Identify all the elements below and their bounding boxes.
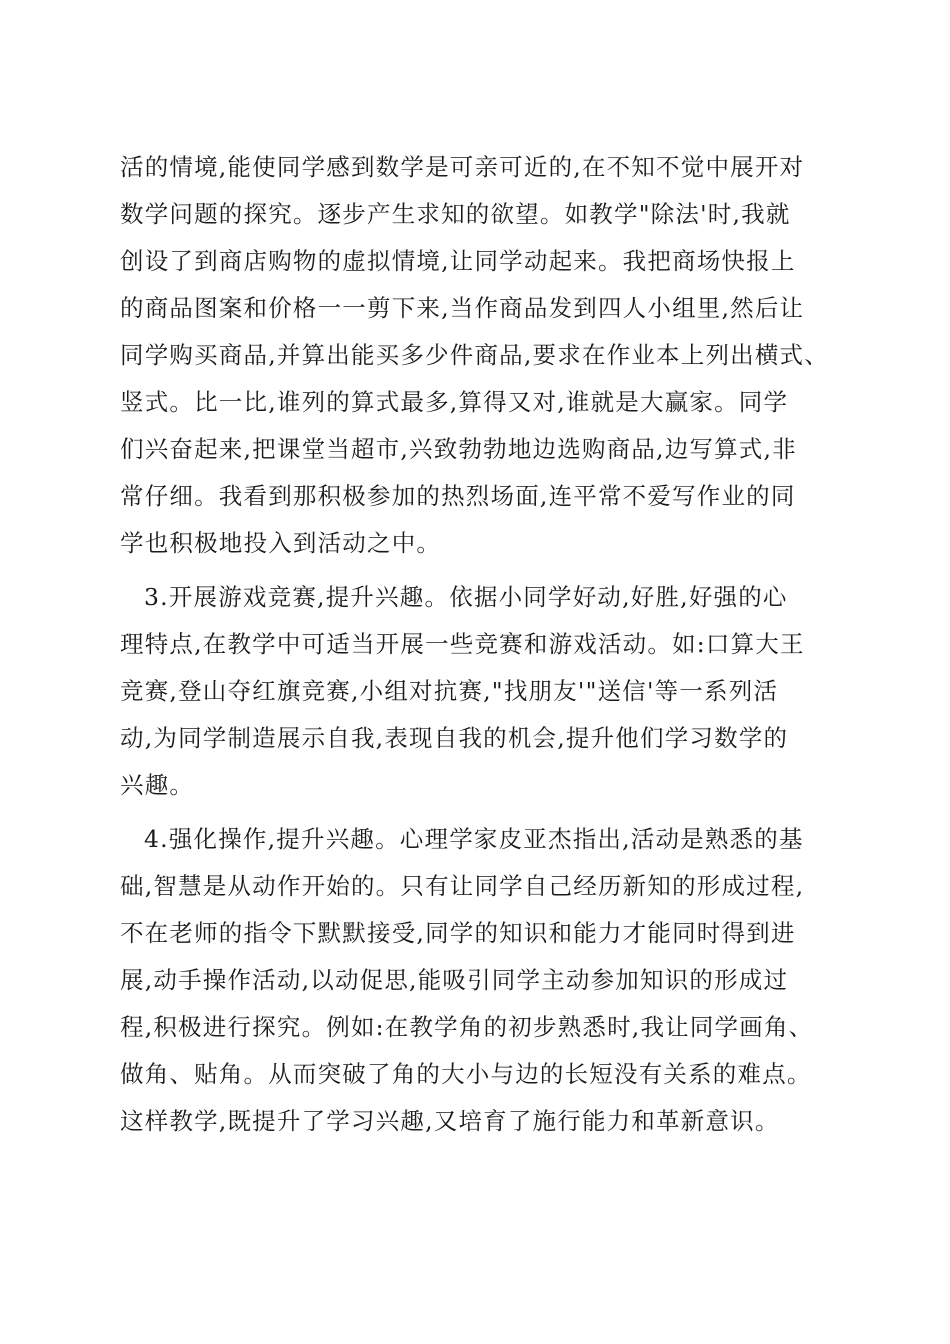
text-line: 数学问题的探究。逐步产生求知的欲望。如教学"除法'时,我就 [120, 200, 791, 228]
paragraph-4-first-line: 4.强化操作,提升兴趣。心理学家皮亚杰指出,活动是熟悉的基 [144, 825, 804, 853]
text-line: 不在老师的指令下默默接受,同学的知识和能力才能同时得到进 [120, 919, 796, 947]
text-line: 常仔细。我看到那积极参加的热烈场面,连平常不爱写作业的同 [120, 482, 796, 510]
text-line: 程,积极进行探究。例如:在教学角的初步熟悉时,我让同学画角、 [120, 1013, 814, 1041]
text-line: 创设了到商店购物的虚拟情境,让同学动起来。我把商场快报上 [120, 247, 796, 275]
text-line: 兴趣。 [120, 771, 195, 799]
text-line: 展,动手操作活动,以动促思,能吸引同学主动参加知识的形成过 [120, 966, 789, 994]
text-line: 做角、贴角。从而突破了角的大小与边的长短没有关系的难点。 [120, 1060, 812, 1088]
document-body [120, 148, 850, 1149]
text-line: 学也积极地投入到活动之中。 [120, 529, 442, 557]
text-line: 动,为同学制造展示自我,表现自我的机会,提升他们学习数学的 [120, 724, 789, 752]
text-line: 这样教学,既提升了学习兴趣,又培育了施行能力和革新意识。 [120, 1107, 780, 1135]
text-line: 活的情境,能使同学感到数学是可亲可近的,在不知不觉中展开对 [120, 153, 805, 181]
text-line: 们兴奋起来,把课堂当超市,兴致勃勃地边选购商品,边写算式,非 [120, 435, 797, 463]
text-line: 同学购买商品,并算出能买多少件商品,要求在作业本上列出横式、 [120, 341, 829, 369]
text-line: 竖式。比一比,谁列的算式最多,算得又对,谁就是大赢家。同学 [120, 388, 789, 416]
text-line: 的商品图案和价格一一剪下来,当作商品发到四人小组里,然后让 [120, 294, 805, 322]
text-line: 础,智慧是从动作开始的。只有让同学自己经历新知的形成过程, [120, 872, 805, 900]
text-line: 理特点,在教学中可适当开展一些竞赛和游戏活动。如:口算大王 [120, 630, 805, 658]
paragraph-3-first-line: 3.开展游戏竞赛,提升兴趣。依据小同学好动,好胜,好强的心 [144, 583, 788, 611]
text-line: 竞赛,登山夺红旗竞赛,小组对抗赛,"找朋友'"送信'等一系列活 [120, 677, 779, 705]
